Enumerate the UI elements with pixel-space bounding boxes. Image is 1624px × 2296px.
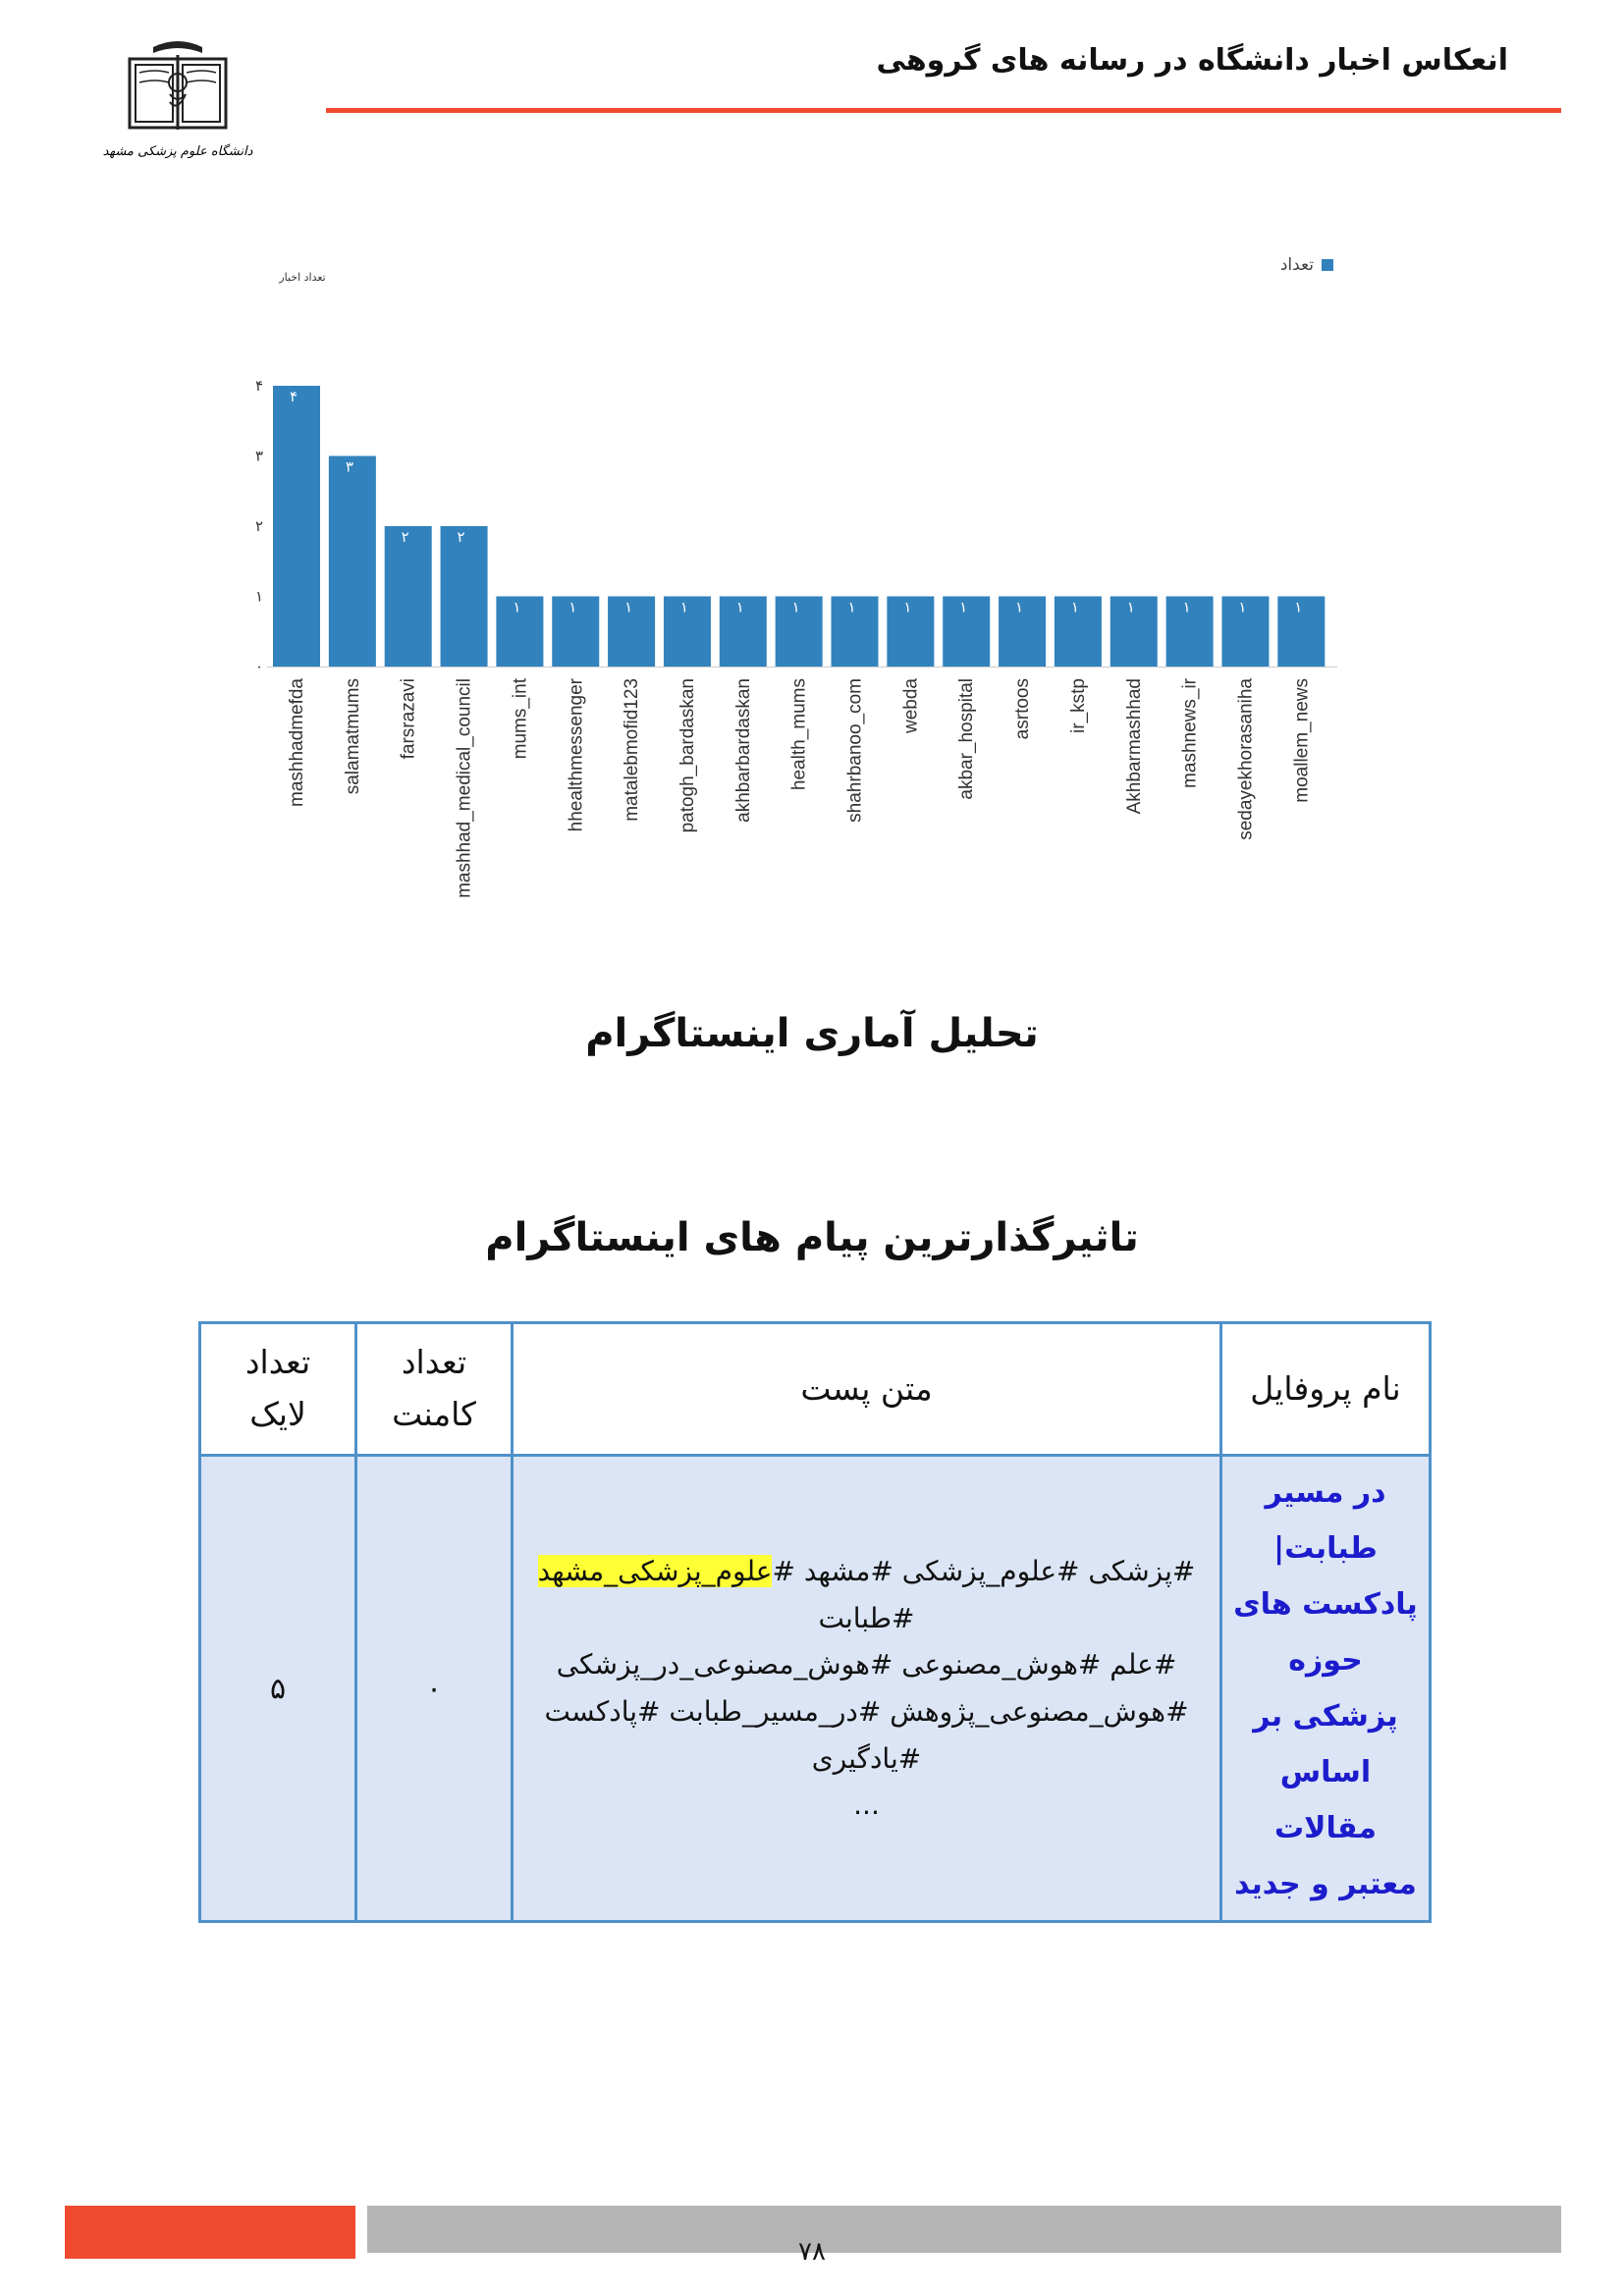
x-tick-label: mums_int (510, 678, 531, 760)
x-tick-label: akhbarbardaskan (732, 678, 754, 823)
x-tick-label: health_mums (788, 678, 810, 791)
comments-count-cell: ۰ (356, 1456, 513, 1922)
chart-bars (273, 386, 1325, 898)
bar-value-label: ۱ (1126, 598, 1135, 616)
legend-label: تعداد (1279, 255, 1314, 275)
header-title: انعکاس اخبار دانشگاه در رسانه های گروهی (876, 43, 1508, 78)
header-divider (326, 108, 1561, 113)
x-tick-label: mashhad_medical_council (454, 678, 475, 898)
x-tick-label: Akhbarmashhad (1123, 678, 1145, 815)
bar-value-label: ۲ (401, 528, 409, 546)
bar-value-label: ۱ (679, 598, 688, 616)
legend-swatch (1322, 259, 1333, 271)
y-tick-label: ۳ (254, 447, 263, 465)
x-tick-label: mashhadmefda (287, 678, 307, 807)
bar-value-label: ۱ (568, 598, 577, 616)
y-tick-label: ۰ (254, 658, 263, 675)
post-text-line-2: #علم #هوش_مصنوعی #هوش_مصنوعی_در_پزشکی (556, 1648, 1177, 1682)
bar-value-label: ۱ (791, 598, 800, 616)
x-tick-label: sedayekhorasaniha (1235, 678, 1257, 840)
post-text-segment: #طبابت (818, 1601, 915, 1634)
header-comments: تعداد کامنت (356, 1323, 513, 1456)
x-tick-label: shahrbanoo_com (844, 678, 866, 823)
x-tick-label: ir_kstp (1067, 678, 1089, 733)
bar-value-label: ۱ (1294, 598, 1303, 616)
bar-value-label: ۱ (1238, 598, 1247, 616)
x-tick-label: salamatmums (342, 678, 363, 795)
likes-count-cell: ۵ (200, 1456, 356, 1922)
x-tick-label: webda (900, 678, 922, 733)
y-axis-label: تعداد اخبار (279, 271, 326, 284)
x-tick-label: asrtoos (1012, 678, 1034, 740)
bar-value-label: ۱ (903, 598, 912, 616)
highlighted-hashtag: علوم_پزشکی_مشهد (537, 1555, 773, 1588)
post-text-segment: #پزشکی #علوم_پزشکی #مشهد # (772, 1555, 1196, 1588)
x-tick-label: mashnews_ir (1179, 678, 1201, 788)
x-tick-label: moallem_news (1291, 678, 1313, 803)
bar-value-label: ۳ (345, 457, 353, 476)
top-posts-table (198, 1321, 1432, 1923)
post-text-cell (513, 1456, 1221, 1922)
x-tick-label: akbar_hospital (956, 678, 978, 800)
page-number: ۷۸ (798, 2237, 826, 2267)
post-text-ellipsis: ... (853, 1789, 880, 1822)
bar (441, 526, 488, 667)
table-header-row (200, 1323, 1431, 1456)
bar-value-label: ۱ (513, 598, 521, 616)
x-tick-label: hhealthmessenger (566, 678, 587, 832)
logo-caption: دانشگاه علوم پزشکی مشهد (102, 144, 253, 159)
bar (273, 386, 320, 667)
table-row (200, 1456, 1431, 1922)
bar-value-label: ۱ (959, 598, 968, 616)
news-count-bar-chart (236, 240, 1355, 957)
bar-value-label: ۱ (1070, 598, 1079, 616)
university-logo (102, 39, 253, 167)
bar (329, 456, 376, 667)
x-tick-label: patogh_bardaskan (677, 678, 698, 833)
post-text-line-3: #هوش_مصنوعی_پژوهش #در_مسیر_طبابت #پادکست #یادگیری (544, 1695, 1189, 1775)
chart-canvas (236, 240, 1355, 957)
instagram-stats-title: تحلیل آماری اینستاگرام (585, 1011, 1039, 1056)
header-post-text: متن پست (513, 1323, 1221, 1456)
bar-value-label: ۴ (289, 388, 298, 405)
profile-name-cell[interactable]: در مسیر طبابت| پادکست های حوزه پزشکی بر اساس مقالات معتبر و جدید (1221, 1456, 1431, 1922)
x-tick-label: matalebmofid123 (622, 678, 643, 822)
x-tick-label: farsrazavi (398, 678, 419, 760)
bar-value-label: ۱ (847, 598, 856, 616)
bar-value-label: ۱ (735, 598, 744, 616)
header-profile: نام پروفایل (1221, 1323, 1431, 1456)
post-text-line-1 (537, 1548, 1196, 1641)
bar-value-label: ۱ (1182, 598, 1191, 616)
bar (385, 526, 432, 667)
y-tick-label: ۴ (254, 377, 263, 395)
y-tick-label: ۲ (254, 517, 263, 535)
header-likes: تعداد لایک (200, 1323, 356, 1456)
instagram-posts-title: تاثیرگذارترین پیام های اینستاگرام (485, 1215, 1139, 1260)
bar-value-label: ۱ (624, 598, 633, 616)
bar-value-label: ۱ (1015, 598, 1024, 616)
bar-value-label: ۲ (457, 528, 465, 546)
y-tick-label: ۱ (254, 587, 263, 606)
